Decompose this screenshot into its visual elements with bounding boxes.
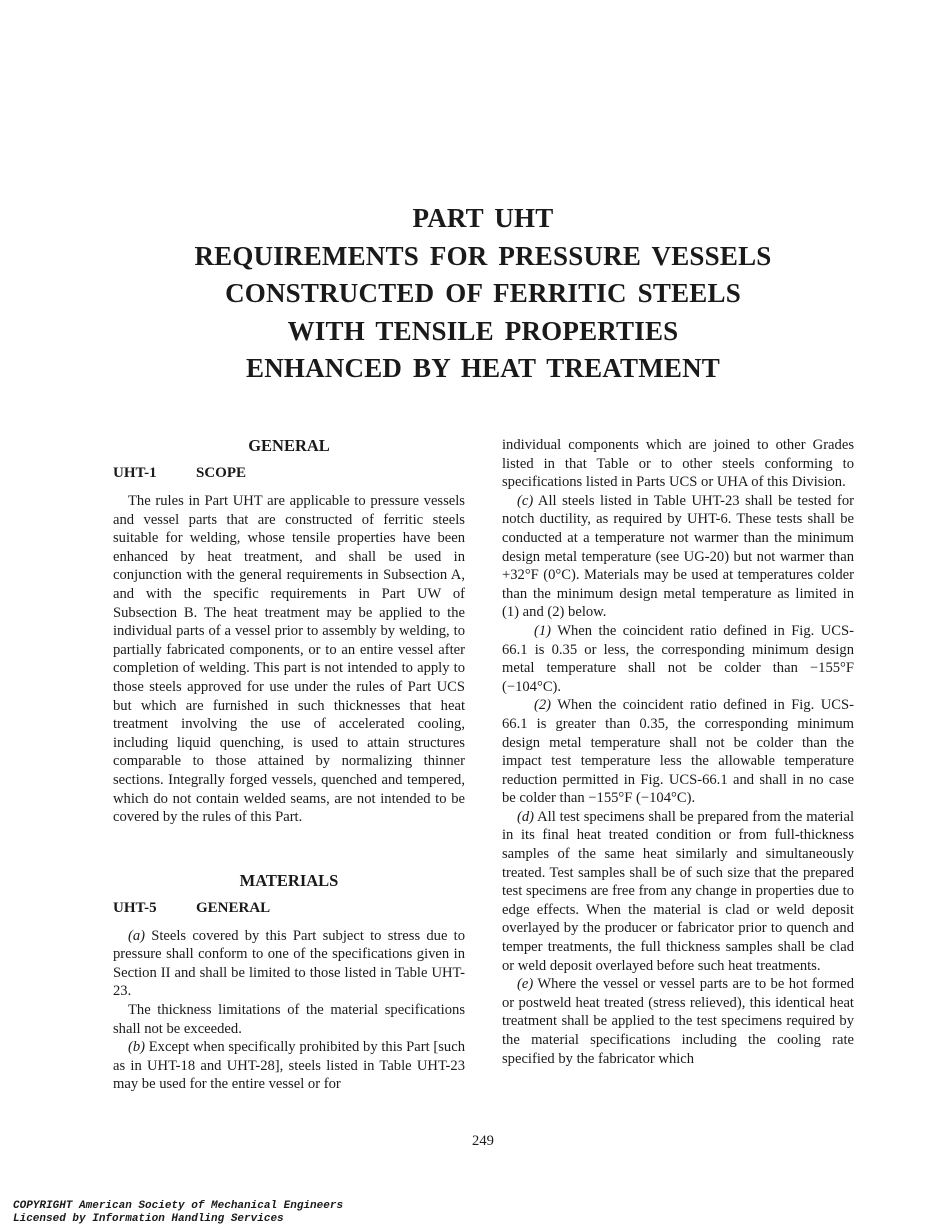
- uht-5-heading: [113, 899, 465, 917]
- paragraph-d-text: All test specimens shall be prepared from the material in its final heat treated condition or from full-thickness samples of the same heat similarly and simultaneously treated. Test samples shall be of such size that the prepared test specimens are free from any change in properties due to edge effects. When the material is clad or weld deposit overlayed by the producer or fabricator prior to quench and temper treatments, the full thickness samples shall be clad or weld deposit overlayed before such heat treatments.: [502, 808, 855, 974]
- uht-1-paragraph: The rules in Part UHT are applicable to pressure vessels and vessel parts that are constructed of ferritic steels suitable for welding, whose tensile properties have been enhanced by heat treatment, and shall be used in conjunction with the general requirements in Subsection A, and with the specific requirements in Part UW of Subsection B. The heat treatment may be applied to the individual parts of a vessel prior to assembly by welding, to partially fabricated components, or to an entire vessel after completion of welding. This part is not intended to apply to those steels approved for use under the rules of Part UCS but which are furnished in such thicknesses that heat treatment involving the use of accelerated cooling, including liquid quenching, is used to attain structures comparable to those attained by normalizing thinner sections. Integrally forged vessels, quenched and tempered, which do not contain welded seams, are not intended to be covered by the rules of this Part.: [113, 493, 465, 826]
- item-2-text: When the coincident ratio defined in Fig. UCS-66.1 is greater than 0.35, the corresponding minimum design metal temperature shall not be colder than the impact test temperature less the allowable temperature reduction permitted in Fig. UCS-66.1 and shall in no case be colder than −155°F (−104°C).: [502, 697, 855, 807]
- uht-5-number: UHT-5: [113, 899, 157, 916]
- general-heading: GENERAL: [248, 436, 330, 455]
- title-line-constructed: CONSTRUCTED OF FERRITIC STEELS: [225, 278, 741, 308]
- title-line-tensile: WITH TENSILE PROPERTIES: [287, 315, 679, 346]
- paragraph-b-text: Except when specifically prohibited by this Part [such as in UHT-18 and UHT-28], steels listed in Table UHT-23 may be used for the entire vessel or for: [113, 1039, 465, 1093]
- footer-line-2: Licensed by Information Handling Services: [13, 1212, 284, 1225]
- right-column: [502, 436, 854, 1068]
- uht-5-title: GENERAL: [196, 899, 271, 916]
- title-line-part: PART UHT: [412, 203, 554, 233]
- paragraph-b-label: (b): [128, 1039, 146, 1056]
- item-1-label: (1): [534, 622, 552, 639]
- paragraph-e-label: (e): [517, 976, 534, 993]
- paragraph-e: [502, 975, 854, 1068]
- footer-line-1: COPYRIGHT American Society of Mechanical Engineers: [13, 1200, 344, 1212]
- uht-1-heading: [113, 464, 465, 482]
- left-column: [113, 436, 465, 1094]
- thickness-paragraph: The thickness limitations of the material specifications shall not be exceeded.: [113, 1002, 465, 1037]
- copyright-footer: [13, 1200, 343, 1225]
- paragraph-a-label: (a): [128, 927, 146, 944]
- item-2-label: (2): [534, 697, 552, 714]
- item-1: [502, 622, 854, 696]
- item-2: [502, 696, 854, 808]
- page-title: [0, 200, 950, 388]
- page-number: 249: [472, 1133, 494, 1149]
- title-line-requirements: REQUIREMENTS FOR PRESSURE VESSELS: [194, 240, 772, 271]
- paragraph-d-label: (d): [517, 808, 535, 825]
- paragraph-c: [502, 492, 854, 622]
- title-line-enhanced: ENHANCED BY HEAT TREATMENT: [245, 353, 721, 383]
- item-1-text: When the coincident ratio defined in Fig. UCS-66.1 is 0.35 or less, the corresponding minimum design metal temperature shall not be colder than −155°F (−104°C).: [502, 622, 855, 695]
- paragraph-c-text: All steels listed in Table UHT-23 shall be tested for notch ductility, as required by UHT-6. These tests shall be conducted at a temperature not warmer than the minimum design metal temperature (see UG-20) but not warmer than +32°F (0°C). Materials may be used at temperatures colder than the minimum design metal temperature as limited in (1) and (2) below.: [502, 492, 854, 621]
- paragraph-a: [113, 927, 465, 1001]
- materials-heading: MATERIALS: [239, 870, 339, 890]
- continuation-paragraph: individual components which are joined to other Grades listed in that Table or to other steels conforming to specifications listed in Parts UCS or UHA of this Division.: [502, 437, 854, 491]
- uht-1-number: UHT-1: [113, 465, 157, 481]
- paragraph-c-label: (c): [517, 492, 534, 509]
- paragraph-a-text: Steels covered by this Part subject to stress due to pressure shall conform to one of the specifications given in Section II and shall be limited to those listed in Table UHT-23.: [113, 927, 465, 1000]
- paragraph-b: [113, 1038, 465, 1094]
- uht-1-title: SCOPE: [196, 465, 247, 481]
- paragraph-d: [502, 808, 854, 975]
- paragraph-e-text: Where the vessel or vessel parts are to be hot formed or postweld heat treated (stress relieved), this identical heat treatment shall be applied to the test specimens required by the material specifications including the cooling rate specified by the fabricator which: [502, 976, 854, 1067]
